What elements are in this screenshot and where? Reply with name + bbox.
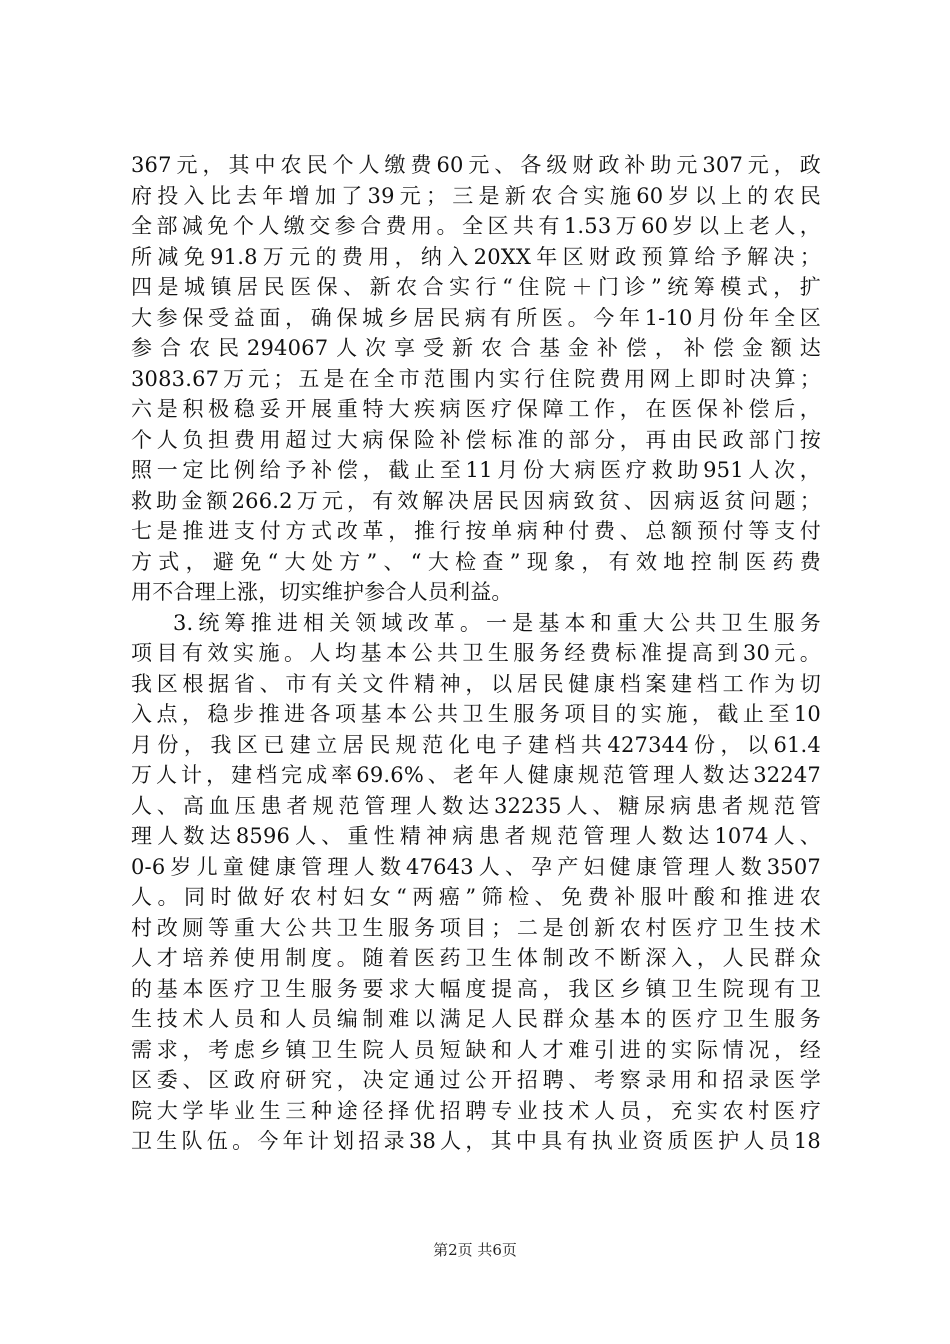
text-line: 我区根据省、市有关文件精神，以居民健康档案建档工作为切 [131, 671, 821, 696]
text-line: 项目有效实施。人均基本公共卫生服务经费标准提高到30元。 [131, 641, 821, 665]
text-line: 全部减免个人缴交参合费用。全区共有1.53万60岁以上老人， [131, 214, 821, 238]
text-line: 照一定比例给予补偿，截止至11月份大病医疗救助951人次， [131, 458, 821, 482]
text-line: 理人数达8596人、重性精神病患者规范管理人数达1074人、 [131, 824, 821, 848]
text-line: 救助金额266.2万元，有效解决居民因病致贫、因病返贫问题； [131, 488, 821, 513]
text-line: 月份，我区已建立居民规范化电子建档共427344份，以61.4 [131, 732, 821, 757]
text-line: 3.统筹推进相关领域改革。一是基本和重大公共卫生服务 [173, 610, 821, 635]
text-line: 府投入比去年增加了39元；三是新农合实施60岁以上的农民 [131, 183, 821, 208]
text-line: 的基本医疗卫生服务要求大幅度提高，我区乡镇卫生院现有卫 [131, 976, 821, 1001]
page-number-footer: 第2页 共6页 [433, 1241, 517, 1259]
text-line: 村改厕等重大公共卫生服务项目；二是创新农村医疗卫生技术 [131, 915, 821, 940]
text-line: 人。同时做好农村妇女“两癌”筛检、免费补服叶酸和推进农 [131, 885, 821, 909]
text-line: 367元，其中农民个人缴费60元、各级财政补助元307元，政 [131, 153, 821, 177]
text-line: 入点，稳步推进各项基本公共卫生服务项目的实施，截止至10 [131, 702, 821, 726]
text-line: 生技术人员和人员编制难以满足人民群众基本的医疗卫生服务 [131, 1007, 821, 1031]
text-line: 方式，避免“大处方”、“大检查”现象，有效地控制医药费 [131, 549, 821, 574]
body-text [131, 150, 821, 1157]
text-line: 万人计，建档完成率69.6%、老年人健康规范管理人数达32247 [131, 763, 821, 787]
text-line: 四是城镇居民医保、新农合实行“住院＋门诊”统筹模式，扩 [131, 275, 821, 299]
text-line: 所减免91.8万元的费用，纳入20XX年区财政预算给予解决； [131, 244, 821, 269]
text-line: 人、高血压患者规范管理人数达32235人、糖尿病患者规范管 [131, 793, 821, 818]
text-line: 需求，考虑乡镇卫生院人员短缺和人才难引进的实际情况，经 [131, 1037, 821, 1062]
text-line: 人才培养使用制度。随着医药卫生体制改不断深入，人民群众 [131, 946, 821, 970]
text-line: 区委、区政府研究，决定通过公开招聘、考察录用和招录医学 [131, 1068, 821, 1092]
text-line: 卫生队伍。今年计划招录38人，其中具有执业资质医护人员18 [131, 1129, 821, 1153]
text-line: 六是积极稳妥开展重特大疾病医疗保障工作，在医保补偿后， [131, 397, 821, 421]
text-line: 七是推进支付方式改革，推行按单病种付费、总额预付等支付 [131, 519, 821, 543]
text-line: 个人负担费用超过大病保险补偿标准的部分，再由民政部门按 [131, 427, 821, 452]
text-line: 大参保受益面，确保城乡居民病有所医。今年1-10月份年全区 [131, 305, 821, 330]
text-line: 院大学毕业生三种途径择优招聘专业技术人员，充实农村医疗 [131, 1098, 821, 1123]
text-line: 用不合理上涨，切实维护参合人员利益。 [131, 580, 513, 604]
text-line: 0-6岁儿童健康管理人数47643人、孕产妇健康管理人数3507 [131, 854, 821, 879]
text-line: 参合农民294067人次享受新农合基金补偿，补偿金额达 [131, 336, 821, 360]
text-line: 3083.67万元；五是在全市范围内实行住院费用网上即时决算； [131, 366, 821, 391]
